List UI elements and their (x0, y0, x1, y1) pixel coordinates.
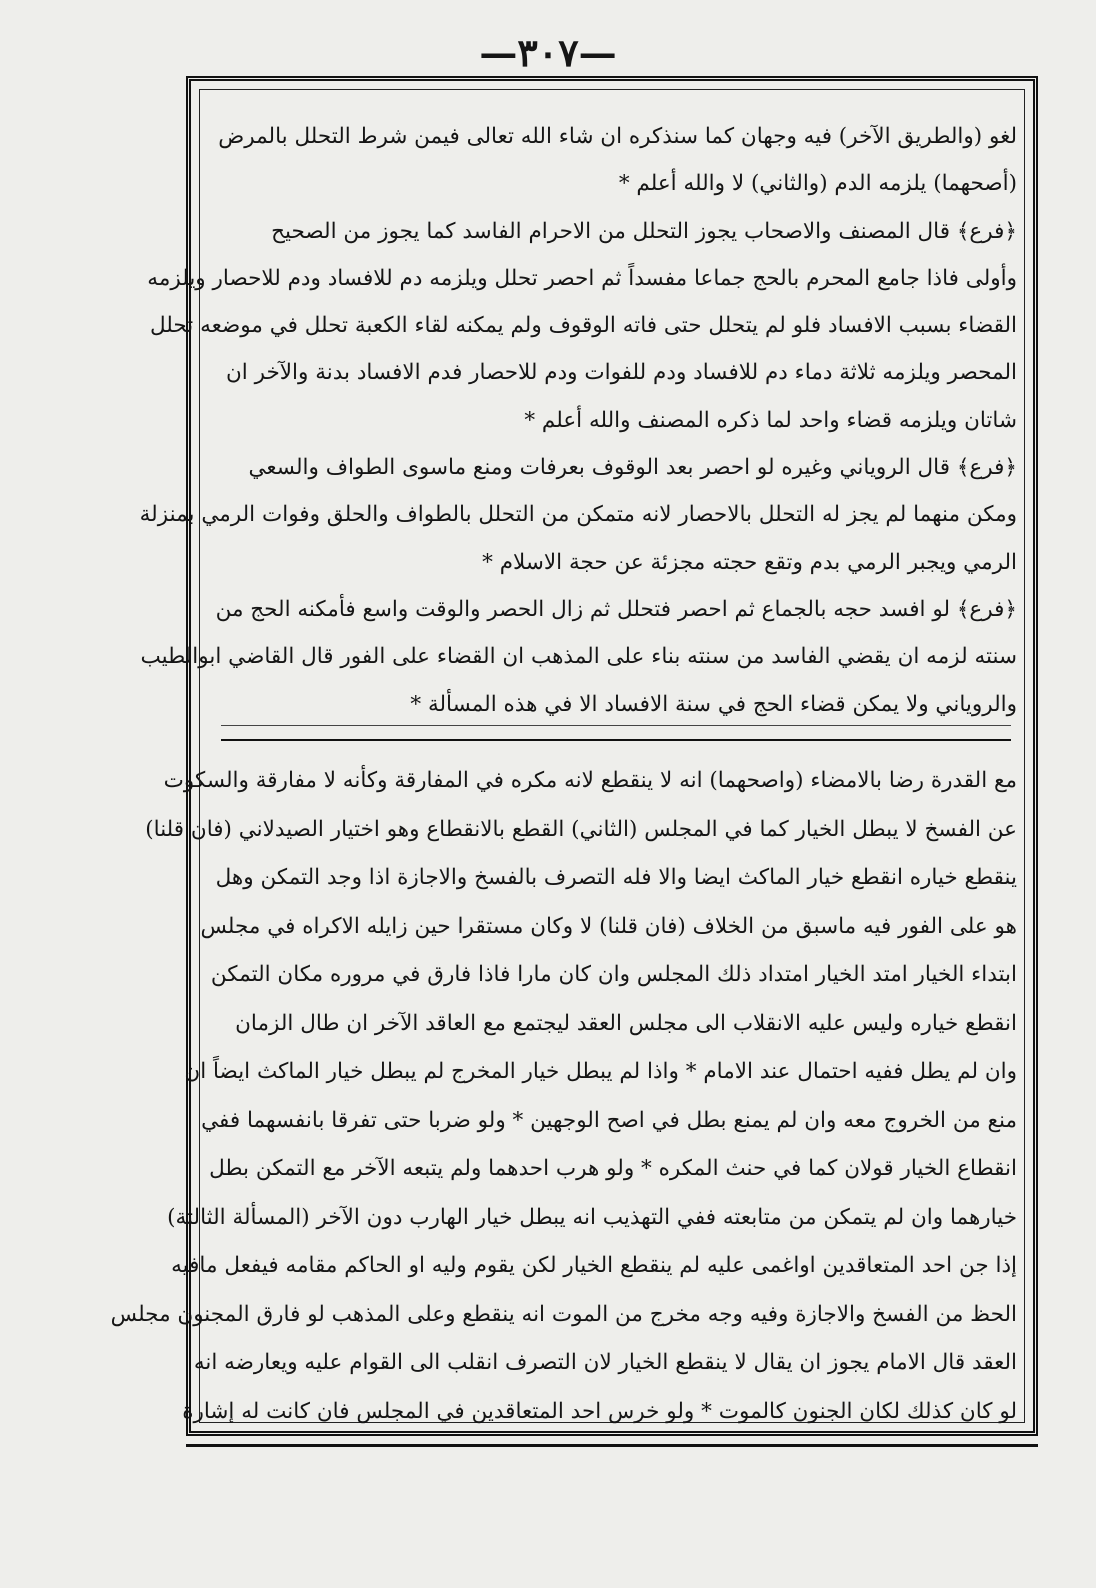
text-line: (أصحهما) يلزمه الدم (والثاني) لا والله أعلم * (618, 171, 1017, 197)
section-divider-thin (221, 725, 1011, 726)
text-line: خيارهما وان لم يتمكن من متابعته ففي التهذيب انه يبطل خيار الهارب دون الآخر (المسألة الثالثة) (167, 1204, 1017, 1230)
text-line: عن الفسخ لا يبطل الخيار كما في المجلس (الثاني) القطع بالانقطاع وهو اختيار الصيدلاني (فان قلنا) (145, 816, 1017, 842)
page-number: —٣٠٧— (479, 30, 617, 75)
text-line: إذا جن احد المتعاقدين اواغمى عليه لم ينقطع الخيار لكن يقوم وليه او الحاكم مقامه فيفعل مافيه (171, 1253, 1017, 1278)
text-line: انقطاع الخيار قولان كما في حنث المكره * ولو هرب احدهما ولم يتبعه الآخر مع التمكن بطل (209, 1156, 1017, 1181)
text-line: وأولى فاذا جامع المحرم بالحج جماعا مفسداً ثم احصر تحلل ويلزمه دم للافساد ودم للاحصار ويلزمه (147, 265, 1017, 291)
text-line: ومكن منهما لم يجز له التحلل بالاحصار لانه متمكن من التحلل بالطواف والحلق وفوات الرمي بمنزلة (139, 502, 1017, 528)
text-line: انقطع خياره وليس عليه الانقلاب الى مجلس العقد ليجتمع مع العاقد الآخر ان طال الزمان (235, 1010, 1017, 1036)
text-line: ابتداء الخيار امتد الخيار امتداد ذلك المجلس وان كان مارا فاذا فارق في مروره مكان التمكن (210, 962, 1017, 987)
text-line: ﴿فرع﴾ قال المصنف والاصحاب يجوز التحلل من الاحرام الفاسد كما يجوز من الصحيح (271, 218, 1017, 244)
text-line: لغو (والطريق الآخر) فيه وجهان كما سنذكره ان شاء الله تعالى فيمن شرط التحلل بالمرض (218, 124, 1017, 149)
main-text (139, 113, 1017, 728)
text-line: شاتان ويلزمه قضاء واحد لما ذكره المصنف والله أعلم * (524, 407, 1017, 433)
text-line: القضاء بسبب الافساد فلو لم يتحلل حتى فاته الوقوف ولم يمكنه لقاء الكعبة تحلل في موضعه تحلل (149, 313, 1017, 339)
text-line: المحصر ويلزمه ثلاثة دماء دم للافساد ودم للفوات ودم للاحصار فدم الافساد بدنة والآخر ان (226, 360, 1017, 386)
text-line: والروياني ولا يمكن قضاء الحج في سنة الافساد الا في هذه المسألة * (410, 691, 1017, 717)
text-line: العقد قال الامام يجوز ان يقال لا ينقطع الخيار لان التصرف انقلب الى القوام عليه ويعارضه انه (193, 1350, 1017, 1375)
text-line: لو كان كذلك لكان الجنون كالموت * ولو خرس احد المتعاقدين في المجلس فان كانت له إشارة (182, 1398, 1017, 1424)
text-line: مع القدرة رضا بالامضاء (واصحهما) انه لا ينقطع لانه مكره في المفارقة وكأنه لا مفارقة والسكوت (163, 768, 1017, 793)
text-line: الرمي ويجبر الرمي بدم وتقع حجته مجزئة عن حجة الاسلام * (482, 549, 1017, 575)
text-line: ﴿فرع﴾ لو افسد حجه بالجماع ثم احصر فتحلل ثم زال الحصر والوقت واسع فأمكنه الحج من (215, 596, 1017, 622)
text-line: سنته لزمه ان يقضي الفاسد من سنته بناء على المذهب ان القضاء على الفور قال القاضي ابوالطيب (140, 644, 1017, 670)
bottom-rule (186, 1444, 1038, 1447)
text-line: ينقطع خياره انقطع خيار الماكث ايضا والا فله التصرف بالفسخ والاجازة اذا وجد التمكن وهل (215, 865, 1017, 890)
text-line: الحظ من الفسخ والاجازة وفيه وجه مخرج من الموت انه ينقطع وعلى المذهب لو فارق المجنون مجلس (110, 1301, 1017, 1327)
text-line: ﴿فرع﴾ قال الروياني وغيره لو احصر بعد الوقوف بعرفات ومنع ماسوى الطواف والسعي (248, 455, 1017, 481)
text-line: منع من الخروج معه وان لم يمنع بطل في اصح الوجهين * ولو ضربا حتى تفرقا بانفسهما ففي (201, 1107, 1017, 1133)
commentary-text (110, 757, 1017, 1436)
page-frame (110, 76, 1038, 1436)
text-line: هو على الفور فيه ماسبق من الخلاف (فان قلنا) لا وكان مستقرا حين زايله الاكراه في مجلس (200, 913, 1017, 939)
section-divider (221, 739, 1011, 741)
text-line: وان لم يطل ففيه احتمال عند الامام * واذا لم يبطل خيار المخرج لم يبطل خيار الماكث ايضاً ان (184, 1059, 1017, 1084)
